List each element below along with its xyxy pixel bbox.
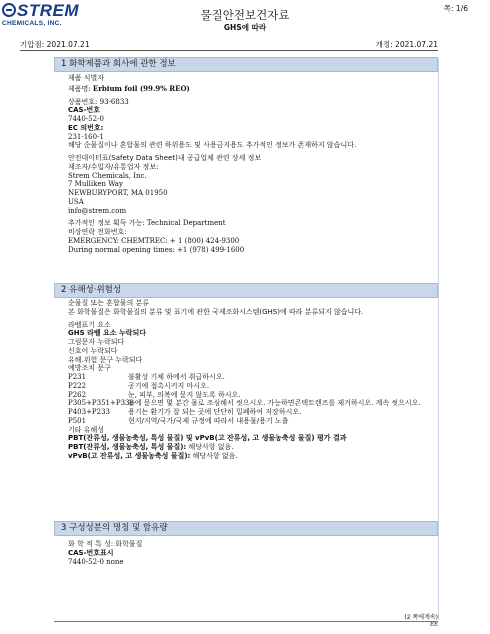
print-date: 기압점: 2021.07.21 (20, 40, 90, 49)
company-name: Strem Chemicals, Inc. (68, 171, 147, 180)
pbt-row (68, 443, 440, 452)
country: USA (68, 197, 84, 206)
cas-number-value: 7440-52-0 (68, 115, 104, 123)
cas-designation-value: 7440-52-0 none (68, 557, 124, 566)
precaution-text: 공기에 접촉시키지 마시오. (128, 381, 210, 390)
precaution-row (68, 417, 440, 426)
vpvb-label: vPvB(고 잔류성, 고 생물농축성 물질): (68, 451, 191, 460)
precaution-code: P501 (68, 416, 87, 425)
other-hazards-heading: 기타 유해성 (68, 425, 105, 434)
precaution-code: P262 (68, 390, 87, 399)
hazard-statements-line: 유해.위험 문구 누락되다 (68, 355, 143, 364)
precaution-text: 용기는 환기가 잘 되는 곳에 단단히 밀폐하여 저장하시오. (128, 408, 302, 416)
product-name-value: Erbium foil (99.9% REO) (92, 83, 190, 93)
item-number-row (68, 98, 440, 107)
chemical-characterization-row (68, 540, 440, 549)
supplier-heading: 안전데이터표(Safety Data Sheet)내 공급업체 관련 상세 정보 (68, 154, 262, 162)
pbt-vpvb-heading: PBT(잔류성, 생물농축성, 특성 물질) 및 vPvB(고 잔류성, 고 생물농축성 물질) 평가 결과 (68, 434, 347, 443)
precaution-row (68, 408, 440, 417)
pictograms-line: 그림문자 누락되다 (68, 338, 125, 346)
document-subtitle: GHS에 따라 (223, 23, 267, 32)
emergency-phone-label: 비상연락 전화번호: (68, 228, 127, 236)
section-3-header: 3 구성성분의 명칭 및 함유량 (54, 521, 438, 536)
precaution-text: 현지/지역/국가/국제 규정에 따라서 내용물/용기 노출 (128, 416, 289, 425)
item-number-value: 93-6833 (99, 97, 129, 106)
precaution-row (68, 382, 440, 391)
precaution-row (68, 373, 440, 382)
item-number-label: 상품번호: (68, 97, 98, 106)
section-3-content (68, 540, 440, 566)
product-name-row (68, 85, 440, 94)
product-name-label: 제품명: (68, 84, 91, 93)
precaution-row (68, 399, 440, 408)
label-elements-heading: 라벨표기 요소 (68, 320, 111, 329)
continued-on-page: (2 쪽에계속) (404, 614, 438, 621)
email-address: info@strem.com (68, 206, 127, 215)
further-info-row (68, 219, 440, 228)
precaution-row (68, 391, 440, 400)
revision-date: 개정: 2021.07.21 (375, 40, 438, 49)
precaution-text: 눈, 피부, 의복에 묻지 않도록 하시오. (128, 390, 241, 399)
pbt-value: 해당사항 없음. (188, 443, 234, 451)
footer-code: EE (429, 622, 438, 628)
document-title: 물질안전보건자료 (200, 8, 290, 22)
cas-number-label: CAS-번호 (68, 106, 101, 115)
uses-statement: 해당 순물질이나 혼합물의 관련 하위용도 및 사용금지용도 추가적인 정보가 존재하지 않습니다. (68, 141, 357, 150)
street-address: 7 Mulliken Way (68, 180, 123, 189)
manufacturer-label: 제조자/수입자/유통업자 정보: (68, 162, 159, 171)
further-info-value: Technical Department (146, 219, 226, 228)
ghs-label-elements: GHS 라벨 요소 누락되다 (68, 329, 147, 338)
product-identifier-heading: 제품 식별자 (68, 74, 105, 82)
precaution-text: 불활성 기체 하에서 취급하시오. (128, 373, 225, 381)
footer-divider (54, 621, 438, 622)
section-1-content (68, 74, 440, 254)
vpvb-value: 해당사항 없음. (192, 451, 238, 460)
pbt-label: PBT(잔류성, 생물농축성, 특성 물질): (68, 443, 187, 451)
page-number: 쪽: 1/6 (443, 4, 468, 13)
precaution-code: P222 (68, 381, 87, 390)
emergency-phone-number: EMERGENCY: CHEMTREC: + 1 (800) 424-9300 (68, 236, 240, 245)
signal-word-line: 신호어 누락되다 (68, 346, 118, 355)
precaution-code: P231 (68, 373, 87, 381)
classification-statement: 본 화학물질은 화학물질의 분류 및 표기에 관한 국제조화시스템(GHS)에 따라 분류되지 않습니다. (68, 307, 364, 316)
precaution-text: 눈에 묻으면 몇 분간 물로 조심해서 씻으시오. 가능하면콘택트렌즈를 제거하시오. 계속 씻으시오. (128, 399, 421, 408)
logo-text: STREM (17, 1, 79, 20)
header-divider (20, 50, 438, 51)
precautionary-list (68, 373, 440, 426)
ec-number-value: 231-160-1 (68, 132, 104, 141)
section-1-header: 1 화학제품과 회사에 관한 정보 (54, 57, 438, 72)
vpvb-row (68, 452, 440, 461)
chemical-characterization-value: 화학물질 (115, 540, 143, 548)
precaution-code: P305+P351+P338 (68, 399, 134, 408)
logo-subtitle: CHEMICALS, INC. (2, 20, 62, 27)
chemical-characterization-label: 화 학 적 특 성: (68, 540, 114, 548)
section-2-content (68, 299, 440, 461)
normal-hours-phone: During normal opening times: +1 (978) 499-1600 (68, 245, 245, 254)
ec-number-label: EC 의번호: (68, 123, 104, 132)
section-2-header: 2 유해성·위험성 (54, 283, 438, 298)
precaution-code: P403+P233 (68, 408, 111, 416)
cas-designation-label: CAS-번호표시 (68, 548, 114, 557)
precautionary-heading: 예방조치 문구 (68, 364, 111, 373)
further-info-label: 추가적인 정보 획득 가능: (68, 219, 145, 228)
city-address: NEWBURYPORT, MA 01950 (68, 189, 168, 197)
classification-heading: 순물질 또는 혼합물의 분류 (68, 299, 150, 307)
